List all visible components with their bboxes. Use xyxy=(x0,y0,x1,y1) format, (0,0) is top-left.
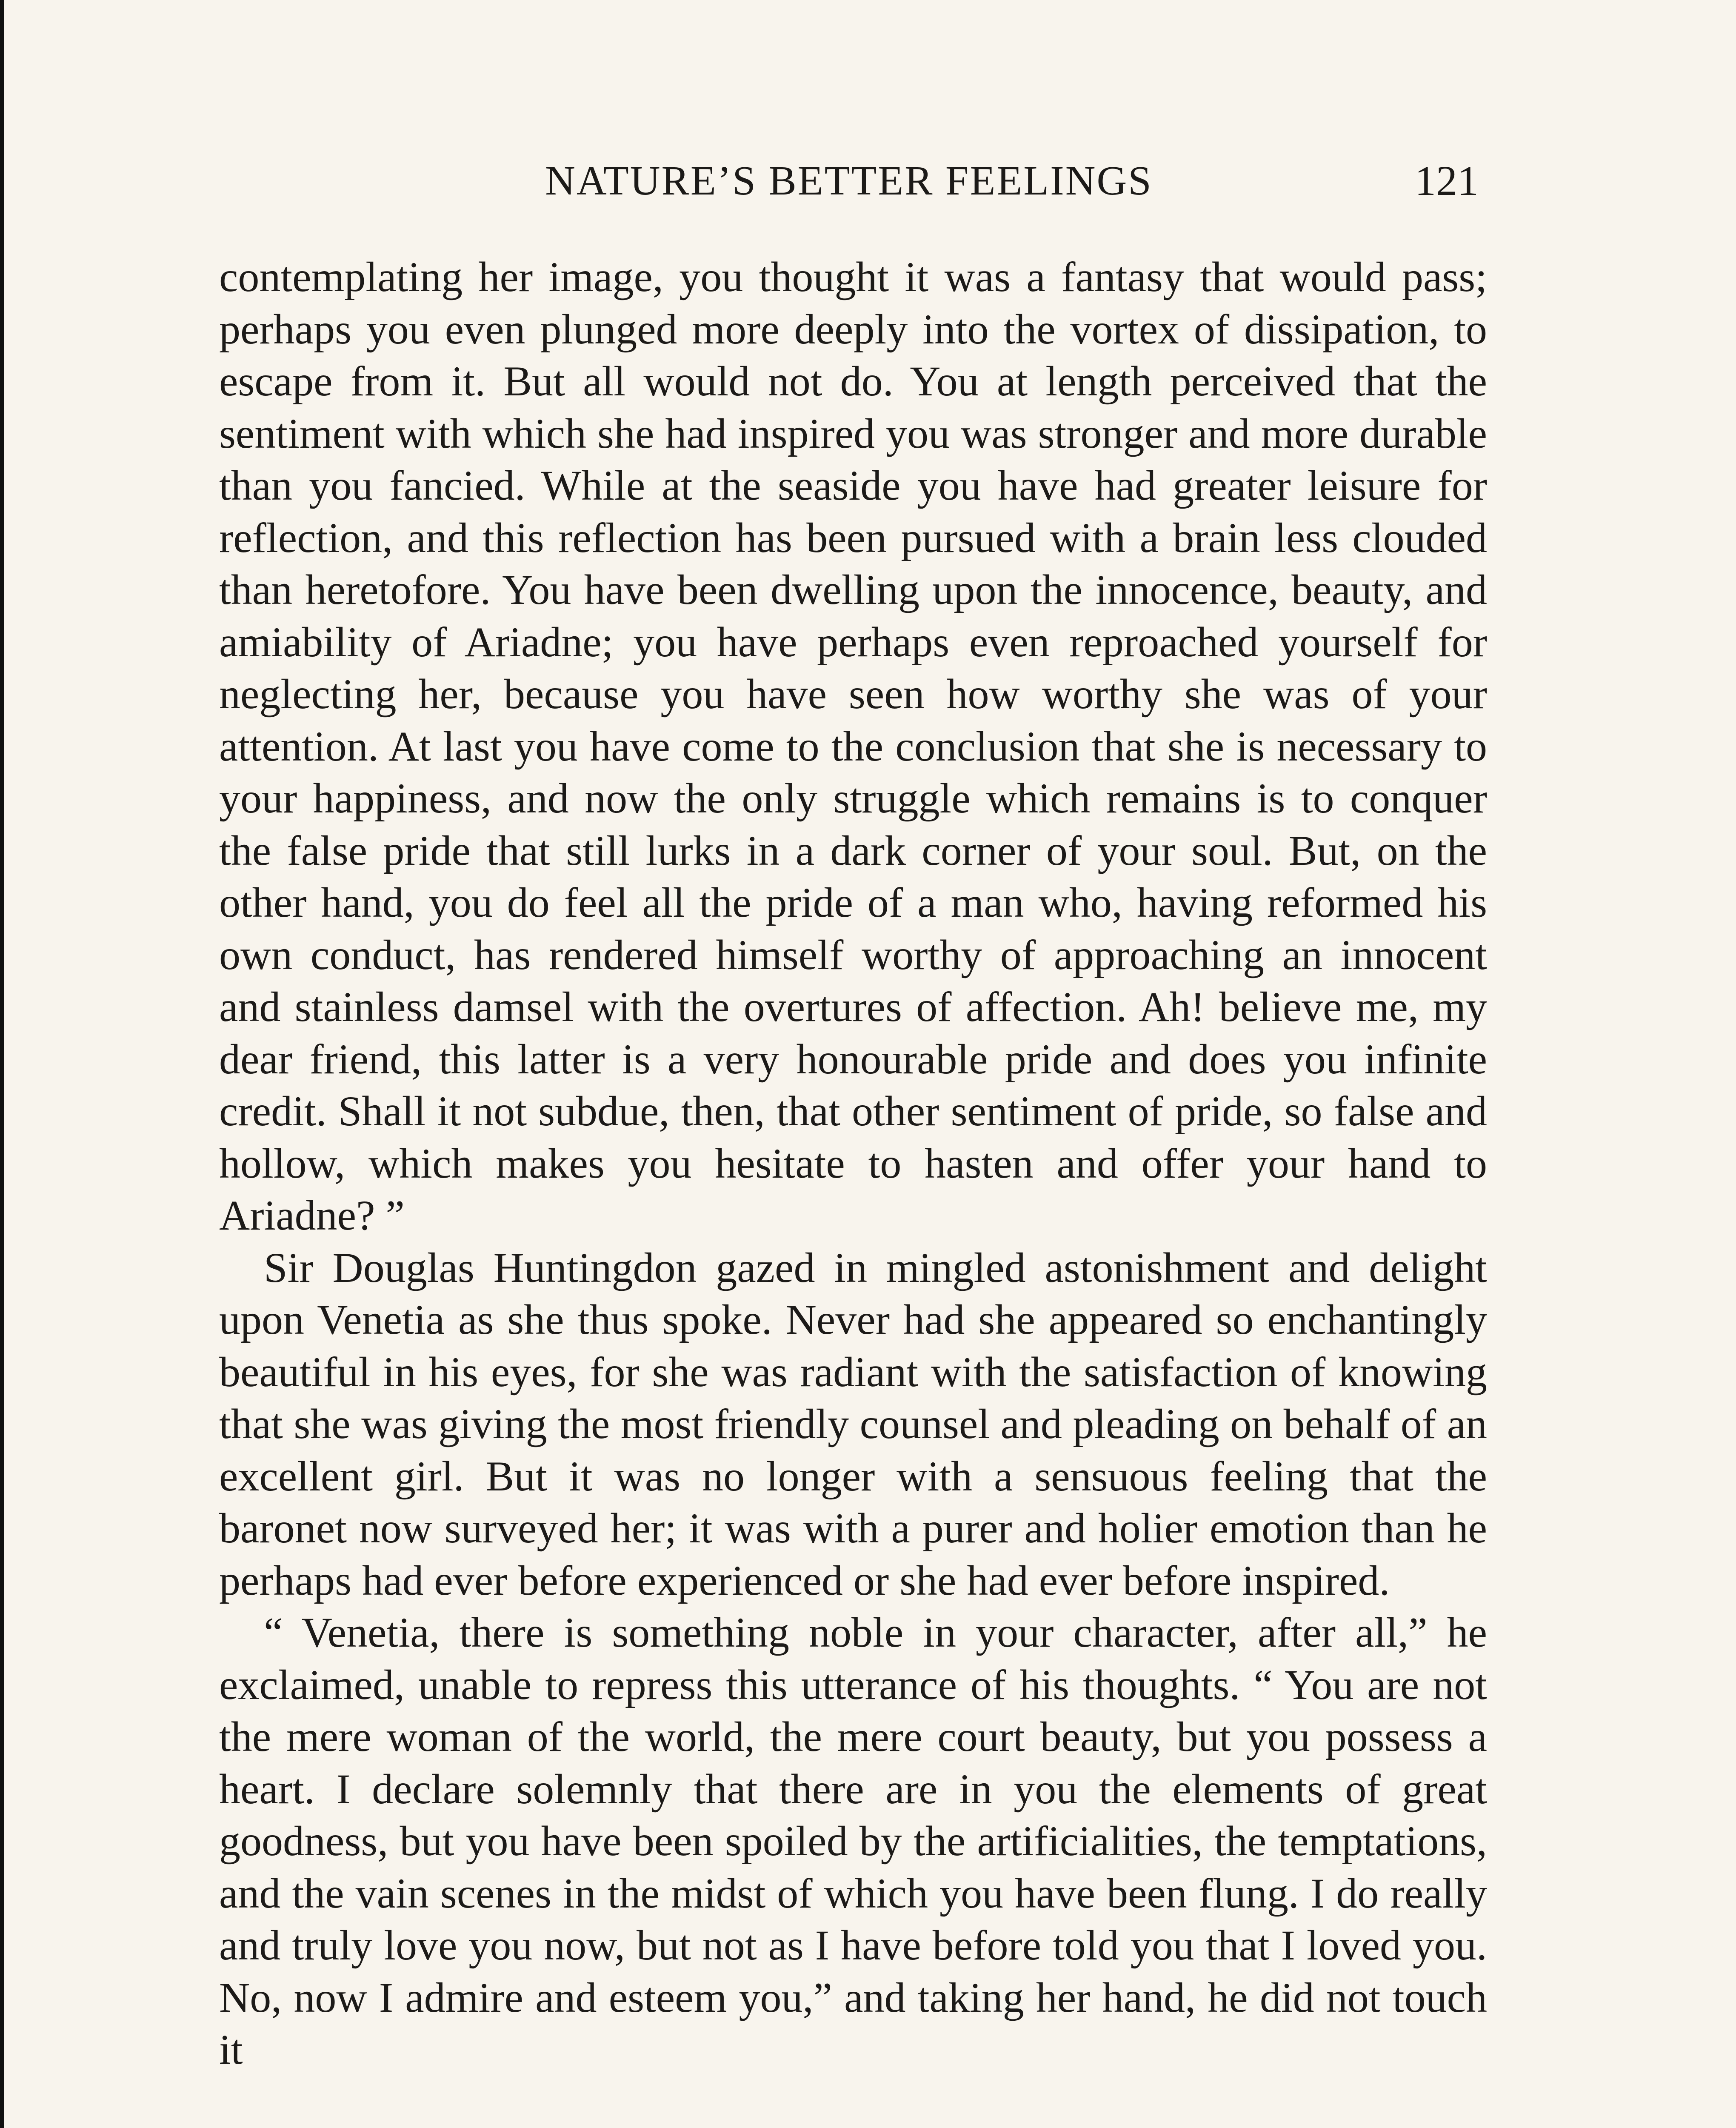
page-number: 121 xyxy=(1415,157,1479,204)
paragraph: “ Venetia, there is something noble in your character, after all,” he exclaimed, unable to repress this utterance of his thoughts. “ You are not the mere woman of the world, the mere court beauty, but you possess a heart. I declare solemnly that there are in you the elements of great goodness, but you have been spoiled by the artificialities, the temptations, and the vain scenes in the midst of which you have been flung. I do really and truly love you now, but not as I have before told you that I loved you. No, now I admire and esteem you,” and taking her hand, he did not touch it xyxy=(219,1609,1487,2073)
body-text xyxy=(219,251,1487,2076)
paragraph-continued: contemplating her image, you thought it was a fantasy that would pass; perhaps you even plunged more deeply into the vortex of dissipation, to escape from it. But all would not do. You at length perceived that the sentiment with which she had inspired you was stronger and more durable than you fancied. While at the seaside you have had greater leisure for reflection, and this reflection has been pursued with a brain less clouded than heretofore. You have been dwelling upon the innocence, beauty, and amiability of Ariadne; you have perhaps even reproached yourself for neglecting her, because you have seen how worthy she was of your attention. At last you have come to the conclusion that she is necessary to your happiness, and now the only struggle which remains is to conquer the false pride that still lurks in a dark corner of your soul. But, on the other hand, you do feel all the pride of a man who, having reformed his own conduct, has rendered himself worthy of approaching an innocent and stainless damsel with the overtures of affection. Ah! believe me, my dear friend, this latter is a very honourable pride and does you infinite credit. Shall it not subdue, then, that other sentiment of pride, so false and hollow, which makes you hesitate to hasten and offer your hand to Ariadne? ” xyxy=(219,253,1487,1239)
scan-edge xyxy=(0,0,4,2128)
paragraph: Sir Douglas Huntingdon gazed in mingled astonishment and delight upon Venetia as she thus spoke. Never had she appeared so enchantingly beautiful in his eyes, for she was radiant with the satisfaction of knowing that she was giving the most friendly counsel and pleading on behalf of an excellent girl. But it was no longer with a sensuous feeling that the baronet now surveyed her; it was with a purer and holier emotion than he perhaps had ever before experienced or she had ever before inspired. xyxy=(219,1244,1487,1604)
running-head xyxy=(219,151,1479,211)
running-title: NATURE’S BETTER FEELINGS xyxy=(545,158,1153,204)
